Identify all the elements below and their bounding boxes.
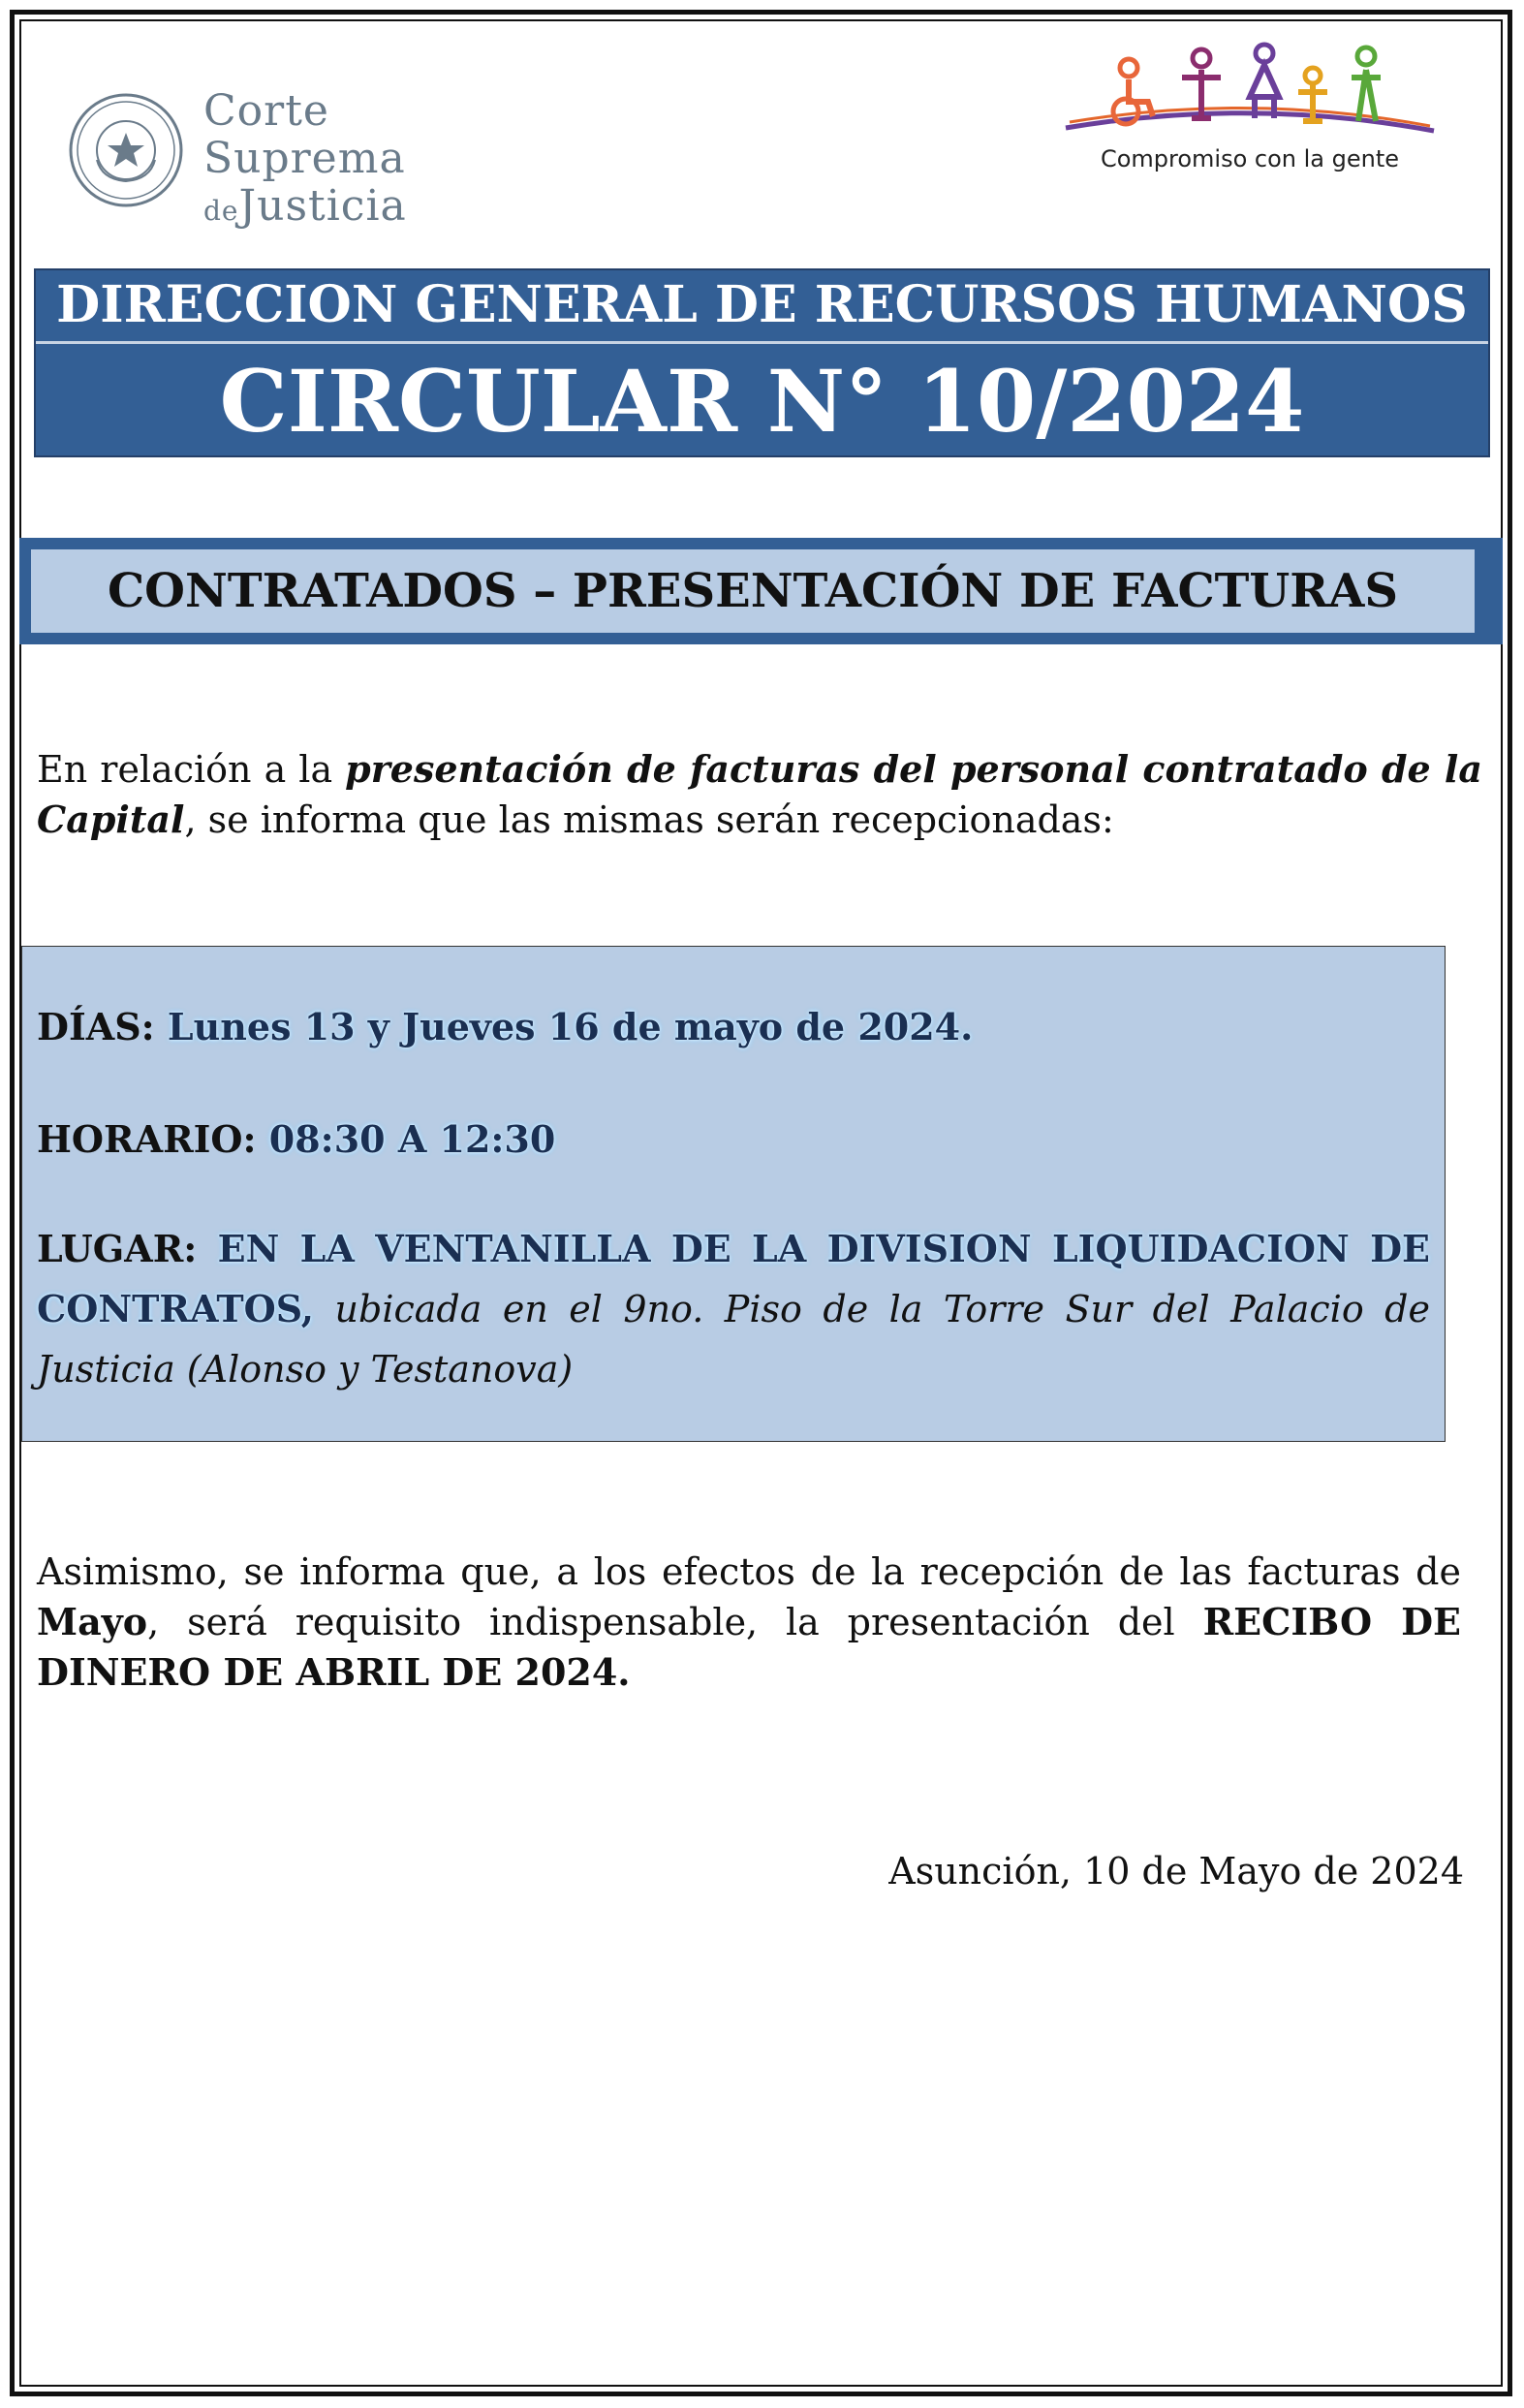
- compromiso-con-la-gente-logo: [1056, 39, 1444, 194]
- intro-emphasis: presentación de facturas del personal contratado de la Capital: [37, 747, 1482, 841]
- subject-banner: [19, 538, 1503, 644]
- days-value: Lunes 13 y Jueves 16 de mayo de 2024.: [167, 1005, 974, 1048]
- circular-number-title: CIRCULAR N° 10/2024: [219, 351, 1305, 452]
- people-figures-icon: [1056, 39, 1444, 145]
- note-month: Mayo: [37, 1600, 148, 1643]
- intro-paragraph: [37, 744, 1482, 845]
- national-seal-icon: [68, 92, 184, 208]
- hours-label: HORARIO:: [37, 1117, 269, 1161]
- requirement-paragraph: [37, 1547, 1461, 1698]
- place-label: LUGAR:: [37, 1227, 218, 1270]
- place-detail: ubicada en el 9no. Piso de la Torre Sur del Palacio de Justicia (Alonso y Testanova): [37, 1288, 1430, 1391]
- days-line: [37, 998, 973, 1056]
- intro-text-1: En relación a la: [37, 748, 346, 791]
- note-text-2: , será requisito indispensable, la presentación del: [147, 1601, 1203, 1643]
- corte-suprema-wordmark: [203, 86, 407, 235]
- corte-suprema-logo: [68, 86, 475, 231]
- place-value: EN LA VENTANILLA DE LA DIVISION LIQUIDACION DE CONTRATOS,: [37, 1227, 1430, 1330]
- circular-title-block: [34, 268, 1490, 457]
- days-label: DÍAS:: [37, 1005, 168, 1048]
- subject-heading: CONTRATADOS – PRESENTACIÓN DE FACTURAS: [107, 564, 1399, 618]
- hours-value: 08:30 A 12:30: [268, 1117, 556, 1161]
- logo-word-corte: Corte: [203, 86, 329, 136]
- title-divider: [36, 341, 1488, 344]
- department-title: DIRECCION GENERAL DE RECURSOS HUMANOS: [56, 275, 1468, 334]
- place-and-date: Asunción, 10 de Mayo de 2024: [888, 1850, 1464, 1892]
- logo-word-suprema: Suprema: [203, 134, 406, 183]
- logo-word-justicia: Justicia: [238, 181, 407, 231]
- note-receipt: RECIBO DE DINERO DE ABRIL DE 2024.: [37, 1600, 1461, 1694]
- place-line: [37, 1219, 1430, 1399]
- logo-word-de: de: [203, 195, 239, 227]
- logo-tagline: Compromiso con la gente: [1100, 145, 1400, 172]
- hours-line: [37, 1110, 555, 1169]
- subject-banner-inner: [31, 549, 1475, 633]
- intro-text-2: , se informa que las mismas serán recepcionadas:: [184, 798, 1114, 841]
- note-text-1: Asimismo, se informa que, a los efectos de la recepción de las facturas de: [37, 1550, 1461, 1593]
